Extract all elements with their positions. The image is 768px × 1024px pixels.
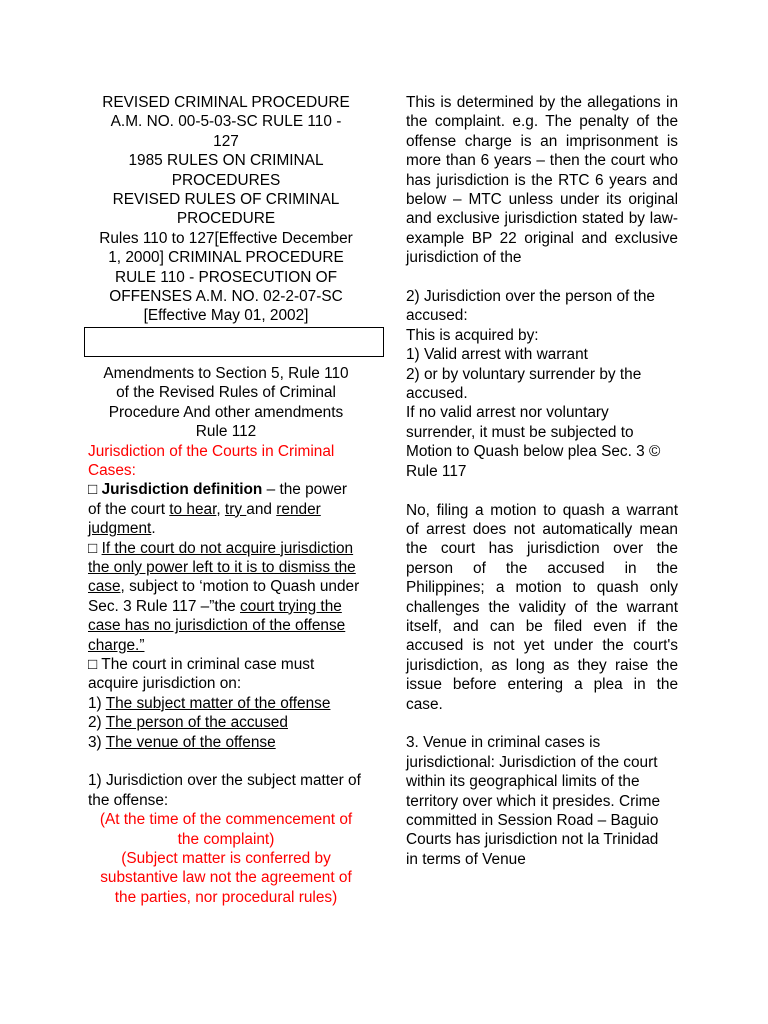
list-item: 1) The subject matter of the offense bbox=[88, 694, 331, 712]
title-line: A.M. NO. 00-5-03-SC RULE 110 - bbox=[110, 113, 342, 131]
bullet-box: □ bbox=[88, 481, 102, 499]
empty-text-box bbox=[84, 327, 384, 357]
title-line: 127 bbox=[213, 132, 239, 150]
jurisdiction-heading: Jurisdiction of the Courts in Criminal Cases: bbox=[88, 442, 335, 479]
acquire-paragraph: □ The court in criminal case must acquire jurisdiction on: bbox=[88, 655, 315, 693]
title-line: PROCEDURES bbox=[171, 171, 281, 189]
amendments-line: Amendments to Section 5, Rule 110 bbox=[103, 364, 349, 382]
title-line: RULE 110 - PROSECUTION OF bbox=[114, 268, 338, 286]
title-line: Rules 110 to 127[Effective December bbox=[99, 229, 353, 247]
list-item: 2) The person of the accused bbox=[88, 714, 288, 732]
amendments-block bbox=[88, 364, 364, 442]
title-line: REVISED RULES OF CRIMINAL bbox=[112, 191, 340, 209]
definition-term: Jurisdiction definition bbox=[101, 481, 263, 499]
determination-paragraph: This is determined by the allegations in the complaint. e.g. The penalty of the offense charge is an imprisonment is more than 6 years – then the court who has jurisdiction is the RTC 6 years and below – MTC unless under its original and exclusive jurisdiction stated by law- example BP 22 original and exclusive jurisdiction of the bbox=[406, 94, 678, 267]
right-column bbox=[406, 93, 678, 869]
title-line: [Effective May 01, 2002] bbox=[143, 307, 309, 325]
title-line: PROCEDURE bbox=[176, 210, 276, 228]
title-line: 1985 RULES ON CRIMINAL bbox=[128, 152, 324, 170]
title-line: REVISED CRIMINAL PROCEDURE bbox=[102, 94, 350, 111]
bullet-box: □ bbox=[88, 539, 102, 557]
person-jurisdiction-block: 2) Jurisdiction over the person of the accused: This is acquired by: 1) Valid arrest with warrant 2) or by voluntary surrender by the accused. If no valid arrest nor voluntary surrender, it must be subjected to Motion to Quash below plea Sec. 3 © Rule 117 bbox=[406, 288, 661, 480]
amendments-line: of the Revised Rules of Criminal bbox=[116, 384, 336, 402]
list-item: 3) The venue of the offense bbox=[88, 733, 276, 751]
motion-to-quash-paragraph: No, filing a motion to quash a warrant of arrest does not automatically mean the court has jurisdiction over the person of the accused in the Philippines; a motion to quash only challenges the validity of the warrant itself, and can be filed even if the accused is not yet under the court's jurisdiction, as long as they raise the issue before entering a plea in the case. bbox=[406, 501, 678, 713]
jurisdiction-definition: □ Jurisdiction definition – the power of the court to hear, try and render judgment. bbox=[88, 481, 348, 538]
amendments-line: Rule 112 bbox=[195, 423, 257, 441]
title-line: OFFENSES A.M. NO. 02-2-07-SC bbox=[109, 288, 343, 306]
document-title-block bbox=[88, 93, 364, 326]
amendments-line: Procedure And other amendments bbox=[108, 403, 344, 421]
dismiss-paragraph: □ If the court do not acquire jurisdiction the only power left to it is to dismiss the case, subject to ‘motion to Quash under Sec. 3 Rule 117 –”the court trying the case has no jurisdiction of the offense charge.” bbox=[88, 539, 360, 654]
subject-matter-heading: 1) Jurisdiction over the subject matter of the offense: bbox=[88, 772, 361, 809]
title-line: 1, 2000] CRIMINAL PROCEDURE bbox=[108, 249, 344, 267]
venue-block: 3. Venue in criminal cases is jurisdictional: Jurisdiction of the court within its geographical limits of the territory over which it presides. Crime committed in Session Road – Baguio Courts has jurisdiction not la Trinidad in terms of Venue bbox=[406, 734, 661, 868]
left-column bbox=[88, 93, 364, 907]
subject-matter-notes: (At the time of the commencement of the complaint) (Subject matter is conferred by substantive law not the agreement of the parties, nor procedural rules) bbox=[99, 811, 353, 906]
